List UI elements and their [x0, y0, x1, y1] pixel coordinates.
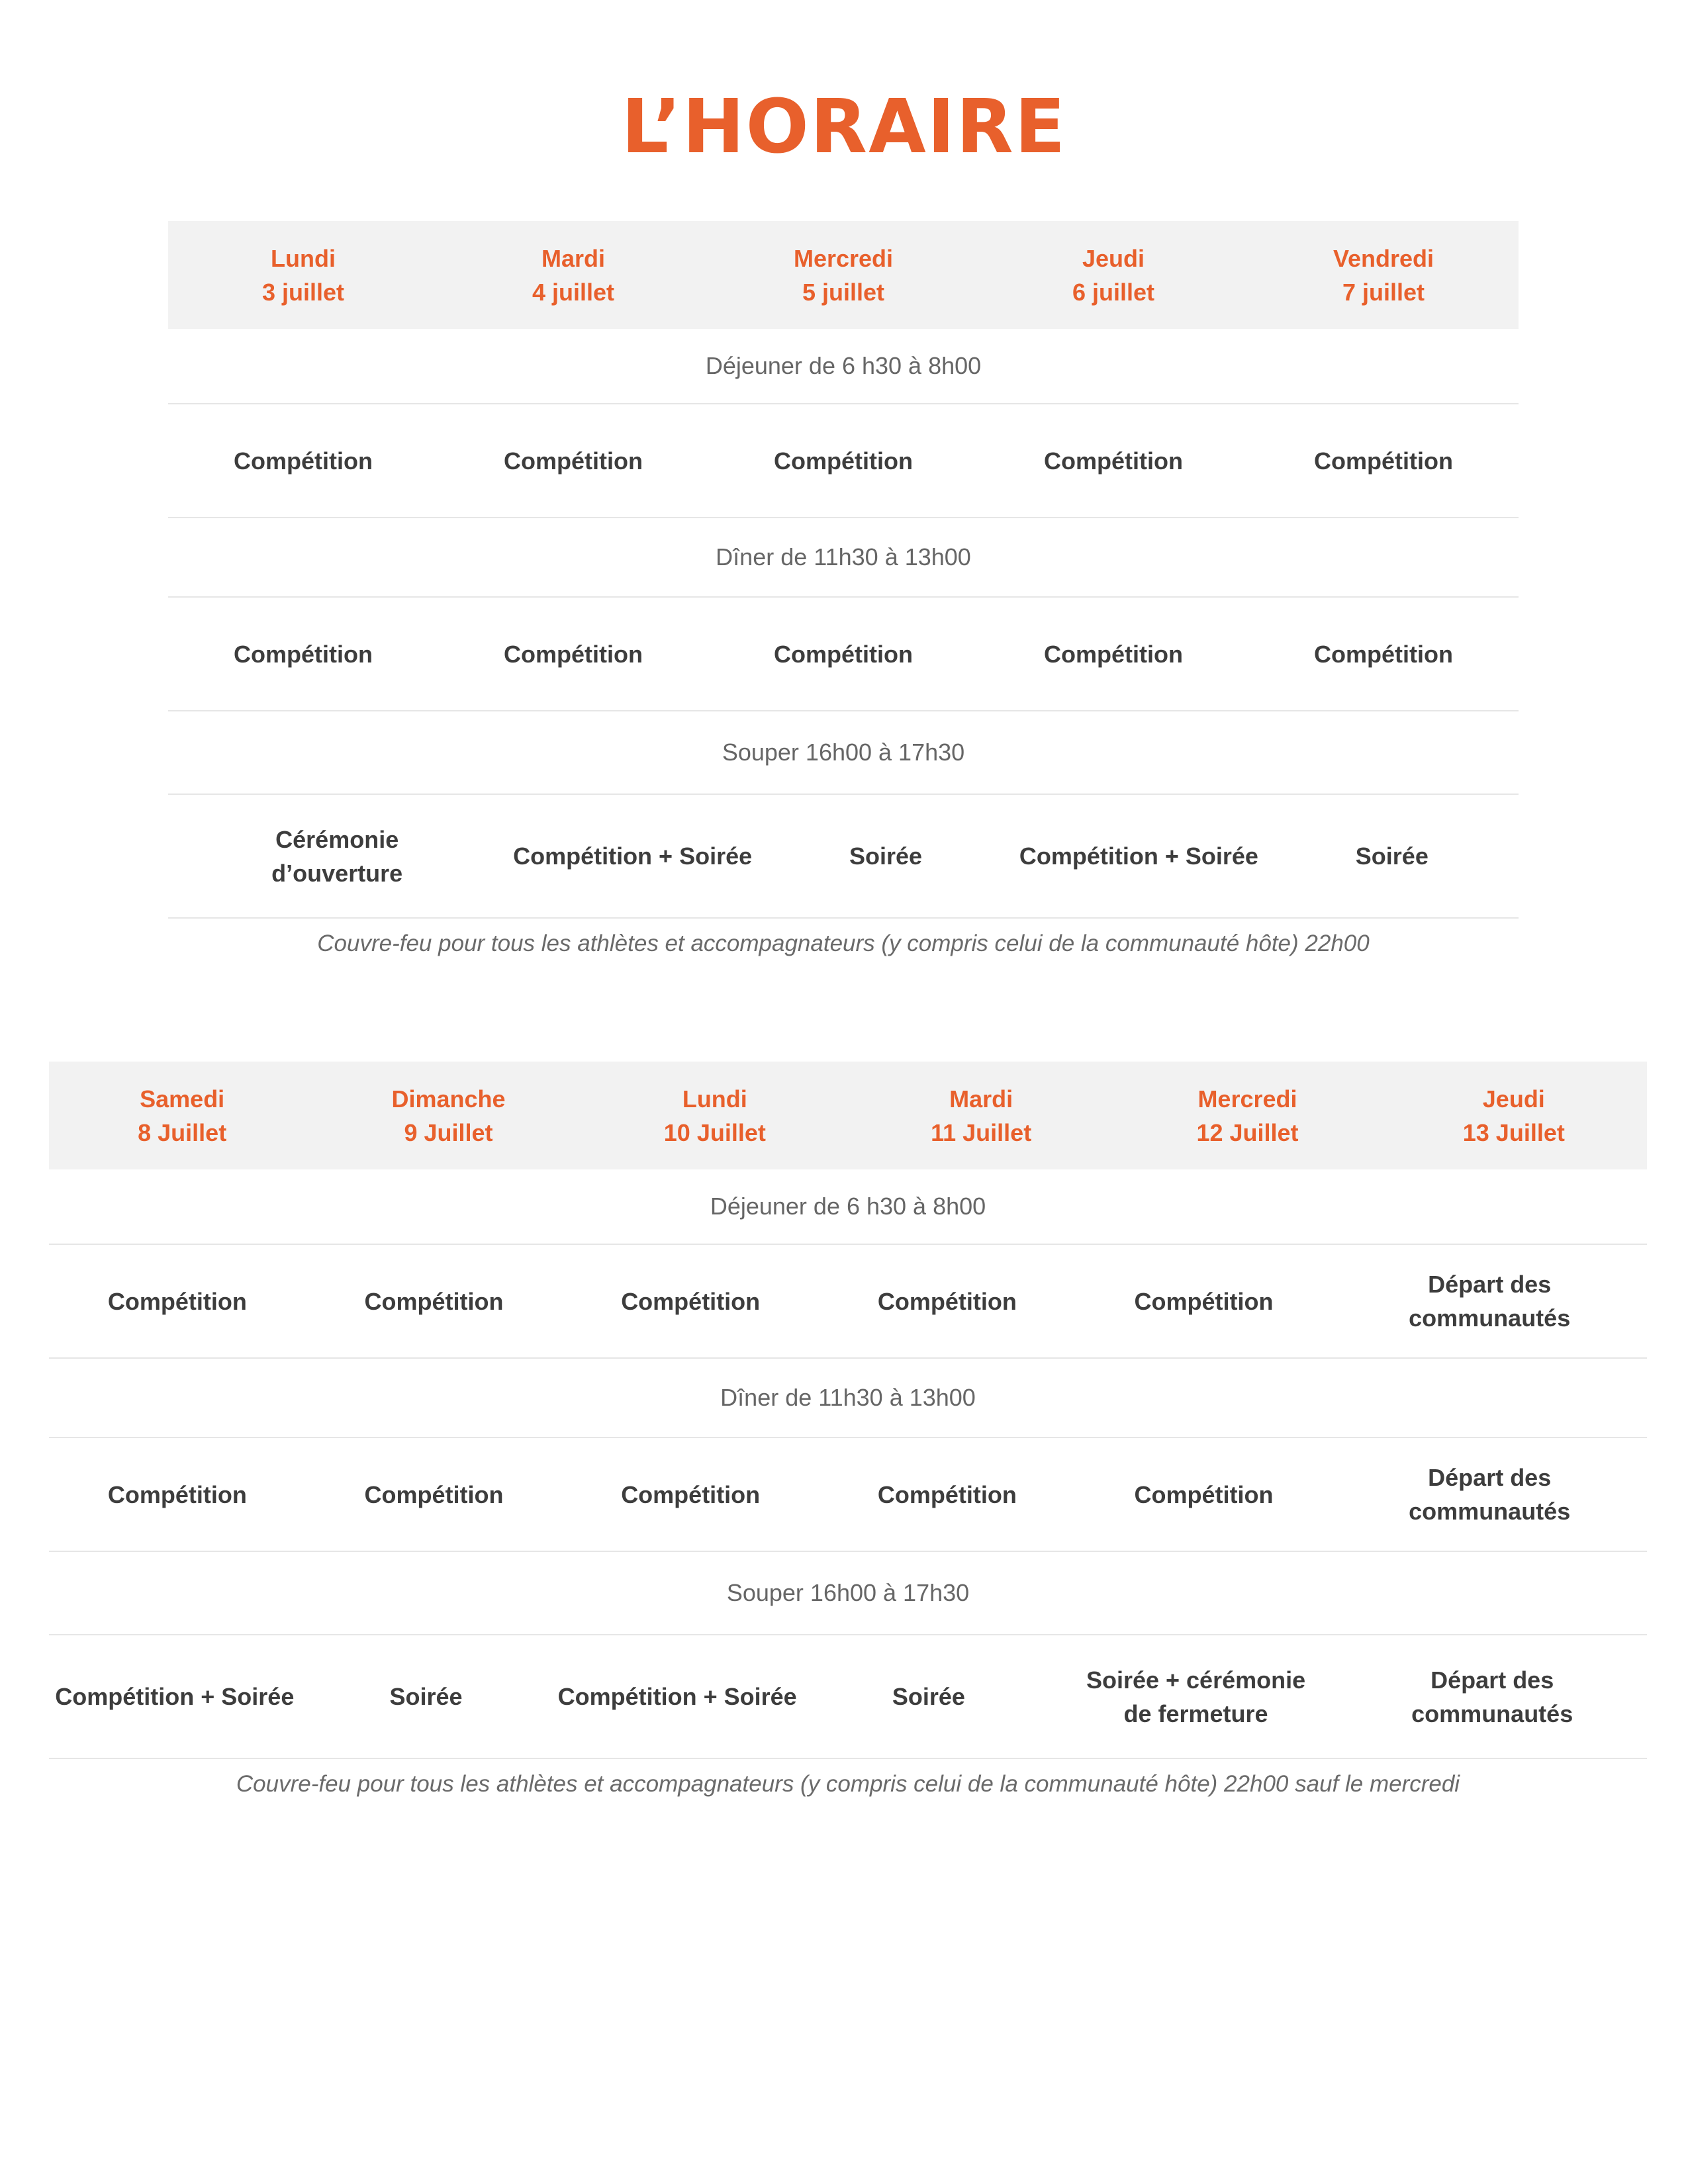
schedule-table-week2 [49, 1062, 1647, 1809]
day-date: 7 juillet [1342, 278, 1425, 306]
table-cell: Compétition [621, 1480, 761, 1508]
afternoon-row [49, 1438, 1647, 1552]
day-name: Mardi [949, 1085, 1013, 1113]
table-cell: Départ des communautés [1409, 1271, 1571, 1332]
table-cell: Soirée [389, 1683, 463, 1710]
day-name: Dimanche [391, 1085, 506, 1113]
table-cell: Départ des communautés [1411, 1666, 1573, 1727]
breakfast-row: Déjeuner de 6 h30 à 8h00 [168, 329, 1519, 404]
table-cell: Compétition [1134, 1480, 1274, 1508]
day-name: Mardi [541, 244, 605, 272]
curfew-note: Couvre-feu pour tous les athlètes et accompagnateurs (y compris celui de la communauté hôte) 22h00 sauf le mercredi [236, 1771, 1460, 1797]
afternoon-row [168, 598, 1519, 711]
day-date: 9 Juillet [404, 1118, 493, 1146]
day-header [315, 1062, 581, 1169]
day-name: Vendredi [1333, 244, 1434, 272]
day-date: 8 Juillet [138, 1118, 227, 1146]
day-header [1248, 221, 1519, 329]
table-cell: Compétition [504, 640, 643, 668]
day-header [49, 1062, 315, 1169]
curfew-note: Couvre-feu pour tous les athlètes et accompagnateurs (y compris celui de la communauté hôte) 22h00 [317, 931, 1370, 956]
table-cell: Départ des communautés [1409, 1464, 1571, 1525]
day-date: 6 juillet [1072, 278, 1155, 306]
evening-row [168, 795, 1519, 919]
day-date: 12 Juillet [1196, 1118, 1299, 1146]
lunch-row: Dîner de 11h30 à 13h00 [49, 1359, 1647, 1438]
day-header [168, 221, 438, 329]
day-name: Lundi [682, 1085, 747, 1113]
table-cell: Compétition [877, 1287, 1017, 1315]
table-cell: Soirée [892, 1683, 965, 1710]
day-header [708, 221, 978, 329]
lunch-row: Dîner de 11h30 à 13h00 [168, 518, 1519, 598]
morning-row [168, 404, 1519, 518]
table-cell: Compétition [1044, 640, 1183, 668]
table-cell: Cérémonie d’ouverture [271, 825, 403, 887]
table-cell: Compétition [1314, 640, 1453, 668]
schedule-table-week1 [168, 221, 1519, 969]
day-name: Mercredi [793, 244, 894, 272]
table-cell: Compétition [504, 447, 643, 475]
supper-row: Souper 16h00 à 17h30 [168, 711, 1519, 795]
day-header [978, 221, 1248, 329]
morning-row [49, 1245, 1647, 1359]
table-cell: Compétition + Soirée [513, 842, 753, 870]
table-cell: Compétition + Soirée [55, 1683, 295, 1710]
day-name: Mercredi [1197, 1085, 1297, 1113]
day-date: 5 juillet [802, 278, 885, 306]
day-name: Samedi [140, 1085, 225, 1113]
day-date: 3 juillet [261, 278, 345, 306]
day-header [848, 1062, 1114, 1169]
table-cell: Compétition [107, 1480, 247, 1508]
day-header [1114, 1062, 1380, 1169]
header-row [168, 221, 1519, 329]
table-cell: Compétition [1044, 447, 1183, 475]
day-date: 11 Juillet [931, 1118, 1032, 1146]
table-cell: Compétition [774, 447, 913, 475]
table-cell: Compétition [1134, 1287, 1274, 1315]
day-date: 4 juillet [532, 278, 615, 306]
page-title: L’HORAIRE [621, 84, 1067, 170]
day-header [582, 1062, 848, 1169]
table-cell: Compétition [877, 1480, 1017, 1508]
day-name: Jeudi [1082, 244, 1145, 272]
table-cell: Compétition [234, 640, 373, 668]
table-cell: Compétition [364, 1480, 504, 1508]
table-cell: Compétition + Soirée [1019, 842, 1258, 870]
table-cell: Compétition [1314, 447, 1453, 475]
table-cell: Compétition [774, 640, 913, 668]
day-header [1381, 1062, 1647, 1169]
header-row [49, 1062, 1647, 1169]
day-date: 10 Juillet [663, 1118, 766, 1146]
breakfast-row: Déjeuner de 6 h30 à 8h00 [49, 1169, 1647, 1245]
day-name: Jeudi [1482, 1085, 1545, 1113]
table-cell: Compétition [621, 1287, 761, 1315]
table-cell: Soirée [849, 842, 923, 870]
table-cell: Compétition [364, 1287, 504, 1315]
supper-row: Souper 16h00 à 17h30 [49, 1552, 1647, 1635]
table-cell: Compétition [107, 1287, 247, 1315]
evening-row [49, 1635, 1647, 1759]
table-cell: Compétition + Soirée [557, 1683, 797, 1710]
table-cell: Soirée [1355, 842, 1429, 870]
table-cell: Soirée + cérémonie de fermeture [1086, 1666, 1306, 1727]
day-date: 13 Juillet [1462, 1118, 1565, 1146]
day-name: Lundi [271, 244, 336, 272]
table-cell: Compétition [234, 447, 373, 475]
day-header [438, 221, 708, 329]
